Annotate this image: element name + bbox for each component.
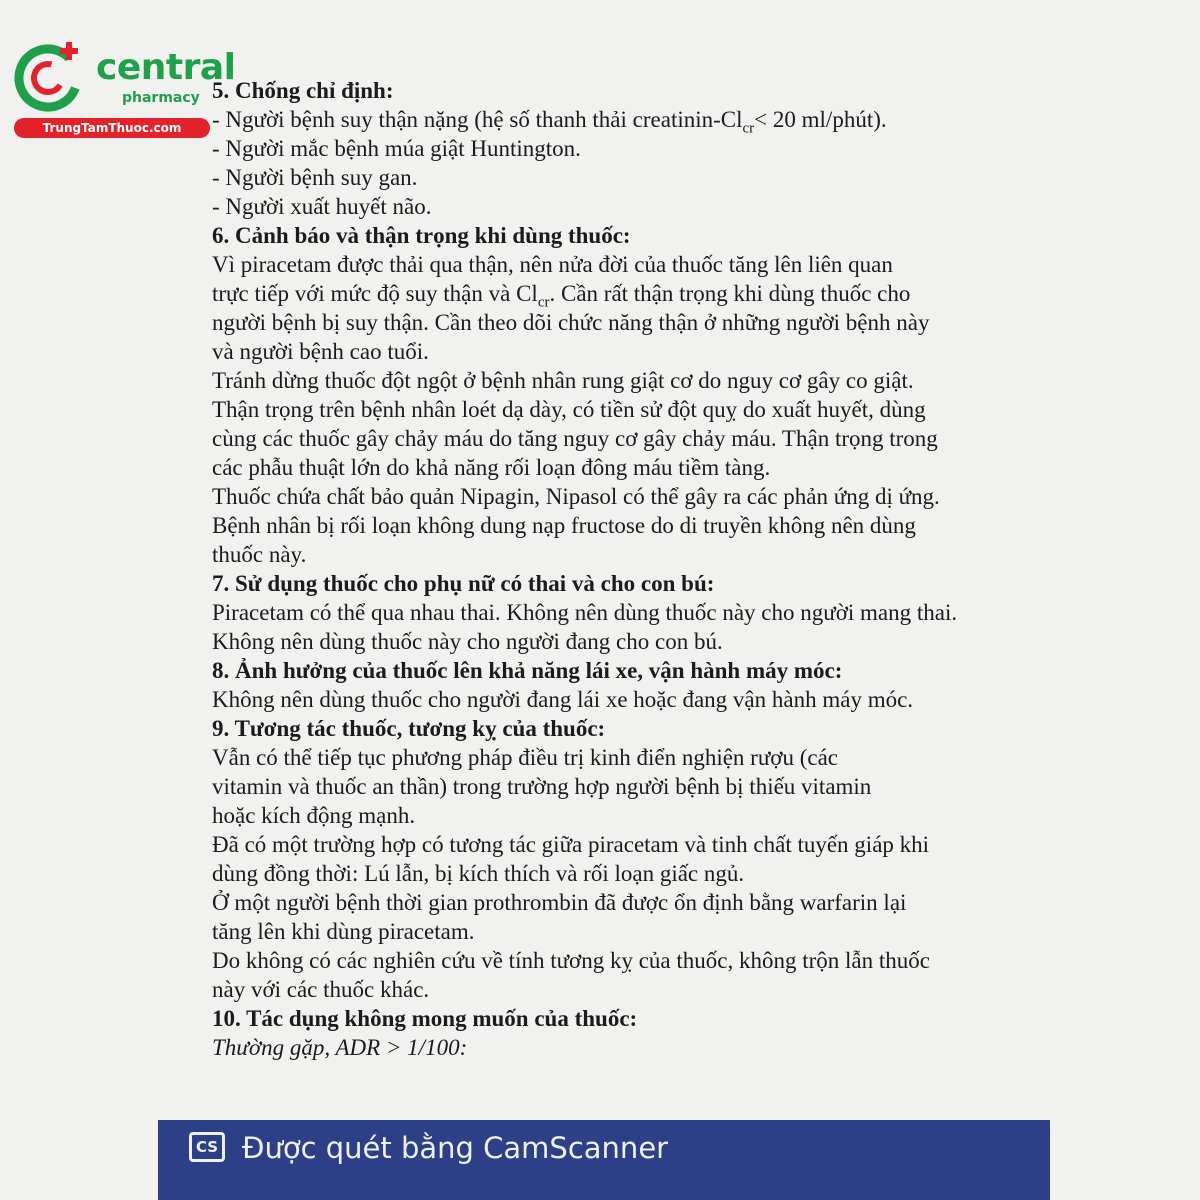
- doc-line: Vẫn có thể tiếp tục phương pháp điều trị kinh điển nghiện rượu (các: [212, 745, 838, 770]
- doc-line: Do không có các nghiên cứu về tính tương kỵ của thuốc, không trộn lẫn thuốc: [212, 948, 930, 973]
- camscanner-text: Được quét bằng CamScanner: [242, 1131, 669, 1165]
- doc-line: Không nên dùng thuốc này cho người đang cho con bú.: [212, 629, 723, 654]
- doc-line: dùng đồng thời: Lú lẫn, bị kích thích và rối loạn giấc ngủ.: [212, 861, 745, 886]
- doc-line: hoặc kích động mạnh.: [212, 803, 416, 828]
- doc-line: - Người mắc bệnh múa giật Huntington.: [212, 136, 581, 161]
- camscanner-footer: [158, 1120, 1050, 1200]
- section-10-title: 10. Tác dụng không mong muốn của thuốc:: [212, 1006, 638, 1031]
- doc-line: này với các thuốc khác.: [212, 977, 430, 1002]
- doc-text: trực tiếp với mức độ suy thận và Cl: [212, 281, 538, 306]
- doc-line: các phẫu thuật lớn do khả năng rối loạn đông máu tiềm tàng.: [212, 455, 771, 480]
- doc-text: - Người bệnh suy thận nặng (hệ số thanh thải creatinin-Cl: [212, 107, 743, 132]
- doc-line: Không nên dùng thuốc cho người đang lái xe hoặc đang vận hành máy móc.: [212, 687, 914, 712]
- logo-brand-text: central: [96, 47, 236, 88]
- doc-line: Đã có một trường hợp có tương tác giữa piracetam và tinh chất tuyến giáp khi: [212, 832, 930, 857]
- doc-line: - Người xuất huyết não.: [212, 194, 432, 219]
- doc-line: thuốc này.: [212, 542, 307, 567]
- section-7-title: 7. Sử dụng thuốc cho phụ nữ có thai và cho con bú:: [212, 571, 715, 596]
- doc-line: [212, 105, 1022, 137]
- doc-line: Piracetam có thể qua nhau thai. Không nên dùng thuốc này cho người mang thai.: [212, 600, 958, 625]
- doc-line: Bệnh nhân bị rối loạn không dung nạp fructose do di truyền không nên dùng: [212, 513, 916, 538]
- doc-line: người bệnh bị suy thận. Cần theo dõi chức năng thận ở những người bệnh này: [212, 310, 930, 335]
- doc-line: [212, 279, 1022, 311]
- brand-logo: [10, 38, 236, 138]
- logo-site-badge: TrungTamThuoc.com: [14, 118, 210, 138]
- doc-line: và người bệnh cao tuổi.: [212, 339, 429, 364]
- doc-line: cùng các thuốc gây chảy máu do tăng nguy cơ gây chảy máu. Thận trọng trong: [212, 426, 938, 451]
- section-5-title: 5. Chống chỉ định:: [212, 78, 394, 103]
- doc-line: vitamin và thuốc an thần) trong trường hợp người bệnh bị thiếu vitamin: [212, 774, 872, 799]
- doc-text: < 20 ml/phút).: [754, 107, 887, 132]
- doc-line: Thuốc chứa chất bảo quản Nipagin, Nipasol có thể gây ra các phản ứng dị ứng.: [212, 484, 940, 509]
- logo-ring-icon: [10, 38, 90, 118]
- doc-line: Thường gặp, ADR > 1/100:: [212, 1035, 468, 1060]
- doc-line: Thận trọng trên bệnh nhân loét dạ dày, có tiền sử đột quỵ do xuất huyết, dùng: [212, 397, 926, 422]
- section-8-title: 8. Ảnh hưởng của thuốc lên khả năng lái xe, vận hành máy móc:: [212, 658, 843, 683]
- document-body: [212, 76, 1022, 1062]
- logo-sub-text: pharmacy: [122, 90, 200, 106]
- doc-line: Vì piracetam được thải qua thận, nên nửa đời của thuốc tăng lên liên quan: [212, 252, 893, 277]
- subscript: cr: [742, 120, 755, 137]
- subscript: cr: [537, 294, 550, 311]
- section-9-title: 9. Tương tác thuốc, tương kỵ của thuốc:: [212, 716, 606, 741]
- doc-line: Ở một người bệnh thời gian prothrombin đã được ổn định bằng warfarin lại: [212, 890, 907, 915]
- section-6-title: 6. Cảnh báo và thận trọng khi dùng thuốc:: [212, 223, 631, 248]
- camscanner-icon: CS: [189, 1132, 225, 1162]
- doc-line: tăng lên khi dùng piracetam.: [212, 919, 475, 944]
- doc-text: . Cần rất thận trọng khi dùng thuốc cho: [549, 281, 911, 306]
- doc-line: Tránh dừng thuốc đột ngột ở bệnh nhân rung giật cơ do nguy cơ gây co giật.: [212, 368, 914, 393]
- doc-line: - Người bệnh suy gan.: [212, 165, 418, 190]
